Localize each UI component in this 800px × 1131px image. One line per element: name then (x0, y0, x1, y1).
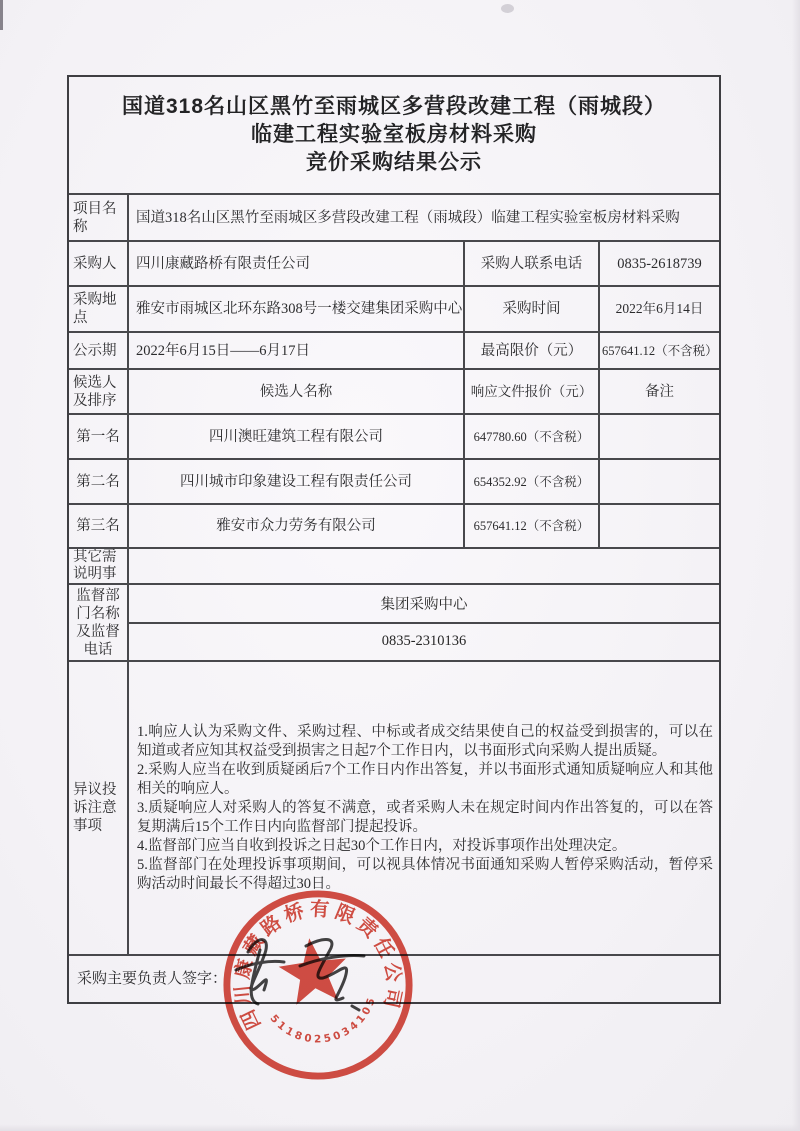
document-title (69, 77, 719, 193)
candidate-2-remark (598, 460, 719, 503)
candidate-3-name: 雅安市众力劳务有限公司 (127, 505, 463, 547)
other-notes-label: 其它需说明事 (73, 549, 117, 582)
row-publicity-period (69, 331, 719, 368)
procurement-time-value: 2022年6月14日 (598, 287, 719, 331)
location-value: 雅安市雨城区北环东路308号一楼交建集团采购中心 (127, 287, 463, 331)
seal-serial-number: 5118025034105 (267, 993, 379, 1046)
project-name-value: 国道318名山区黑竹至雨城区多营段改建工程（雨城段）临建工程实验室板房材料采购 (127, 195, 719, 240)
candidate-3-price: 657641.12（不含税） (463, 505, 598, 547)
row-purchaser (69, 240, 719, 285)
objection-label: 异议投诉注意事项 (73, 782, 117, 834)
objection-item-5: 5.监督部门在处理投诉事项期间，可以视具体情况书面通知采购人暂停采购活动，暂停采购活动时间最长不得超过30日。 (137, 856, 713, 892)
signature-label: 采购主要负责人签字： (77, 971, 228, 987)
location-label: 采购地点 (73, 292, 117, 326)
supervision-values (127, 585, 719, 660)
candidate-2-rank: 第二名 (76, 473, 120, 490)
purchaser-value: 四川康藏路桥有限责任公司 (127, 242, 463, 285)
candidate-1-remark (598, 415, 719, 458)
publicity-period-label: 公示期 (73, 342, 117, 359)
candidate-1-name: 四川澳旺建筑工程有限公司 (127, 415, 463, 458)
handwritten-signature (200, 920, 400, 1025)
objection-item-1: 1.响应人认为采购文件、采购过程、中标或者成交结果使自己的权益受到损害的，可以在知道或者应知其权益受到损害之日起7个工作日内，以书面形式向采购人提出质疑。 (137, 723, 713, 759)
remark-header: 备注 (598, 370, 719, 413)
candidate-2-name: 四川城市印象建设工程有限责任公司 (127, 460, 463, 503)
objection-item-3: 3.质疑响应人对采购人的答复不满意，或者采购人未在规定时间内作出答复的，可以在答复期满后15个工作日内向监督部门提起投诉。 (137, 799, 713, 835)
row-project-name (69, 193, 719, 240)
procurement-time-label: 采购时间 (463, 287, 598, 331)
procurement-result-table (67, 75, 721, 1004)
candidate-row-1 (69, 413, 719, 458)
candidate-3-rank: 第三名 (76, 518, 120, 534)
other-notes-value (127, 549, 719, 583)
row-candidates-header (69, 368, 719, 413)
seal-company-name: 四川康藏路桥有限责任公司 (231, 899, 405, 1033)
purchaser-phone-label: 采购人联系电话 (463, 242, 598, 285)
candidate-1-rank: 第一名 (76, 428, 120, 445)
max-price-label: 最高限价（元） (463, 333, 598, 368)
row-other-notes (69, 547, 719, 583)
title-line-2: 临建工程实验室板房材料采购 (251, 123, 537, 146)
supervision-phone: 0835-2310136 (129, 622, 719, 661)
candidate-row-2 (69, 458, 719, 503)
project-name-label: 项目名称 (73, 200, 117, 235)
scan-artifact-smudge (501, 4, 514, 13)
objection-item-4: 4.监督部门应当自收到投诉之日起30个工作日内，对投诉事项作出处理决定。 (137, 837, 627, 854)
max-price-value: 657641.12（不含税） (598, 333, 719, 368)
purchaser-phone-value: 0835-2618739 (598, 242, 719, 285)
scan-edge-shading (0, 1124, 800, 1131)
publicity-period-value: 2022年6月15日——6月17日 (127, 333, 463, 368)
objection-item-2: 2.采购人应当在收到质疑函后7个工作日内作出答复，并以书面形式通知质疑响应人和其他相关的响应人。 (137, 761, 713, 797)
rank-column-header: 候选人及排序 (73, 374, 117, 409)
candidate-3-remark (598, 505, 719, 547)
supervision-department: 集团采购中心 (380, 596, 468, 613)
title-line-1: 国道318名山区黑竹至雨城区多营段改建工程（雨城段） (121, 95, 667, 118)
candidate-1-price: 647780.60（不含税） (463, 415, 598, 458)
candidate-row-3 (69, 503, 719, 547)
title-line-3: 竞价采购结果公示 (306, 151, 482, 174)
scan-artifact-mark (0, 0, 3, 30)
candidate-name-header: 候选人名称 (127, 370, 463, 413)
row-supervision (69, 583, 719, 660)
purchaser-label: 采购人 (73, 255, 117, 272)
bid-price-header: 响应文件报价（元） (463, 370, 598, 413)
supervision-label: 监督部门名称及监督电话 (76, 587, 120, 658)
signature-strokes (200, 920, 400, 1025)
scan-edge-shading (792, 0, 800, 1131)
row-procurement-location (69, 285, 719, 331)
candidate-2-price: 654352.92（不含税） (463, 460, 598, 503)
